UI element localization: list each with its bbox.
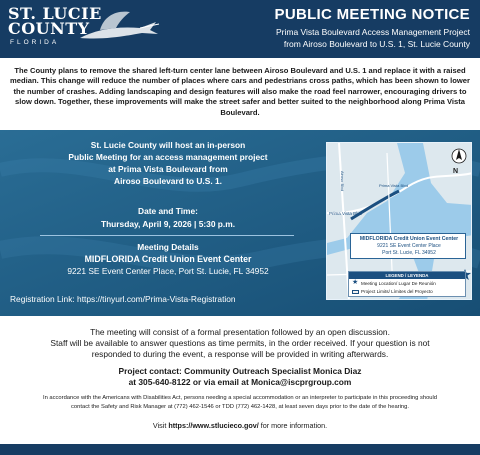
svg-text:Airoso Blvd: Airoso Blvd: [340, 171, 345, 192]
legend-project-limits: Project Limits/ Límites del Proyecto: [361, 289, 433, 294]
ada-line-1: In accordance with the Americans with Disabilities Act, persons needing a special accommodation or an interpreter to participate in this proceeding should: [42, 395, 438, 401]
date-time-value: Thursday, April 9, 2026 | 5:30 p.m.: [100, 219, 236, 229]
meeting-description: [10, 327, 470, 360]
svg-text:Prima Vista Blvd: Prima Vista Blvd: [329, 211, 362, 216]
contact-line-1: Project contact: Community Outreach Specialist Monica Diaz: [118, 366, 362, 376]
meeting-host-text: [18, 139, 318, 187]
description-line-2: Staff will be available to answer questions as time permits, in the order received. If your question is not: [50, 338, 430, 348]
callout-title: MIDFLORIDA Credit Union Event Center: [359, 236, 459, 242]
project-contact: [10, 366, 470, 388]
description-line-1: The meeting will consist of a formal presentation followed by an open discussion.: [90, 327, 390, 337]
intro-paragraph: The County plans to remove the shared left-turn center lane between Airoso Boulevard and U.S. 1 and replace it with a raised median. This change will reduce the number of places where cars and pedestrians cross paths, which has been shown to lower the number of crashes. Adding landscaping and design features will also make the road feel narrower, encouraging drivers to slow down. Together, these improvements will make the street safer and better suited to the neighborhood along Prima Vista Boulevard.: [10, 66, 470, 117]
description-line-3: responded to during the event, a response will be provided in writing afterwards.: [91, 349, 389, 359]
logo-text-line2: COUNTY: [8, 19, 90, 38]
host-line-2: Public Meeting for an access management project: [68, 152, 268, 162]
project-limits-subtitle: from Airoso Boulevard to U.S. 1, St. Lucie County: [283, 39, 470, 49]
date-time-label: Date and Time:: [138, 206, 198, 216]
venue-address: 9221 SE Event Center Place, Port St. Lucie, FL 34952: [67, 266, 269, 276]
venue-name: MIDFLORIDA Credit Union Event Center: [84, 254, 252, 264]
star-icon: ★: [352, 279, 359, 286]
registration-link[interactable]: Registration Link: https://tinyurl.com/Prima-Vista-Registration: [10, 294, 236, 304]
meeting-details-label: Meeting Details: [137, 242, 199, 252]
callout-city: Port St. Lucie, FL 34952: [382, 250, 436, 256]
section-divider: [40, 235, 294, 236]
host-line-1: St. Lucie County will host an in-person: [90, 140, 246, 150]
header-bar: [0, 0, 480, 58]
host-line-4: Airoso Boulevard to U.S. 1.: [114, 176, 222, 186]
website-link[interactable]: https://www.stlucieco.gov/: [168, 421, 259, 430]
contact-line-2[interactable]: at 305-640-8122 or via email at Monica@iscprgroup.com: [128, 377, 352, 387]
legend-title: LEGEND / LEYENDA: [349, 272, 465, 279]
sailfish-icon: [70, 8, 160, 48]
project-subtitle: Prima Vista Boulevard Access Management Project: [275, 27, 470, 37]
logo-text-line1: ST. LUCIE: [8, 4, 102, 23]
legend-meeting-location: Meeting Location/ Lugar De Reunión: [361, 281, 436, 286]
visit-suffix: for more information.: [258, 421, 328, 430]
footer-bar: [0, 444, 480, 455]
map-legend: [348, 271, 466, 297]
visit-prefix: Visit: [152, 421, 169, 430]
venue-callout: [350, 233, 466, 259]
host-line-3: at Prima Vista Boulevard from: [108, 164, 228, 174]
county-logo: [8, 6, 158, 52]
north-arrow-icon: [451, 148, 467, 170]
svg-text:Prima Vista Blvd: Prima Vista Blvd: [379, 183, 409, 188]
logo-text-line3: FLORIDA: [10, 39, 60, 46]
visit-website: [10, 421, 470, 430]
notice-title: PUBLIC MEETING NOTICE: [274, 6, 470, 23]
callout-street: 9221 SE Event Center Place: [377, 243, 441, 249]
north-label: N: [453, 168, 459, 175]
ada-notice: [10, 394, 470, 411]
ada-line-2: contact the Safety and Risk Manager at (772) 462-1546 or TDD (772) 462-1428, at least seven days prior to the date of the hearing.: [71, 403, 409, 410]
project-limits-swatch: [352, 290, 359, 294]
